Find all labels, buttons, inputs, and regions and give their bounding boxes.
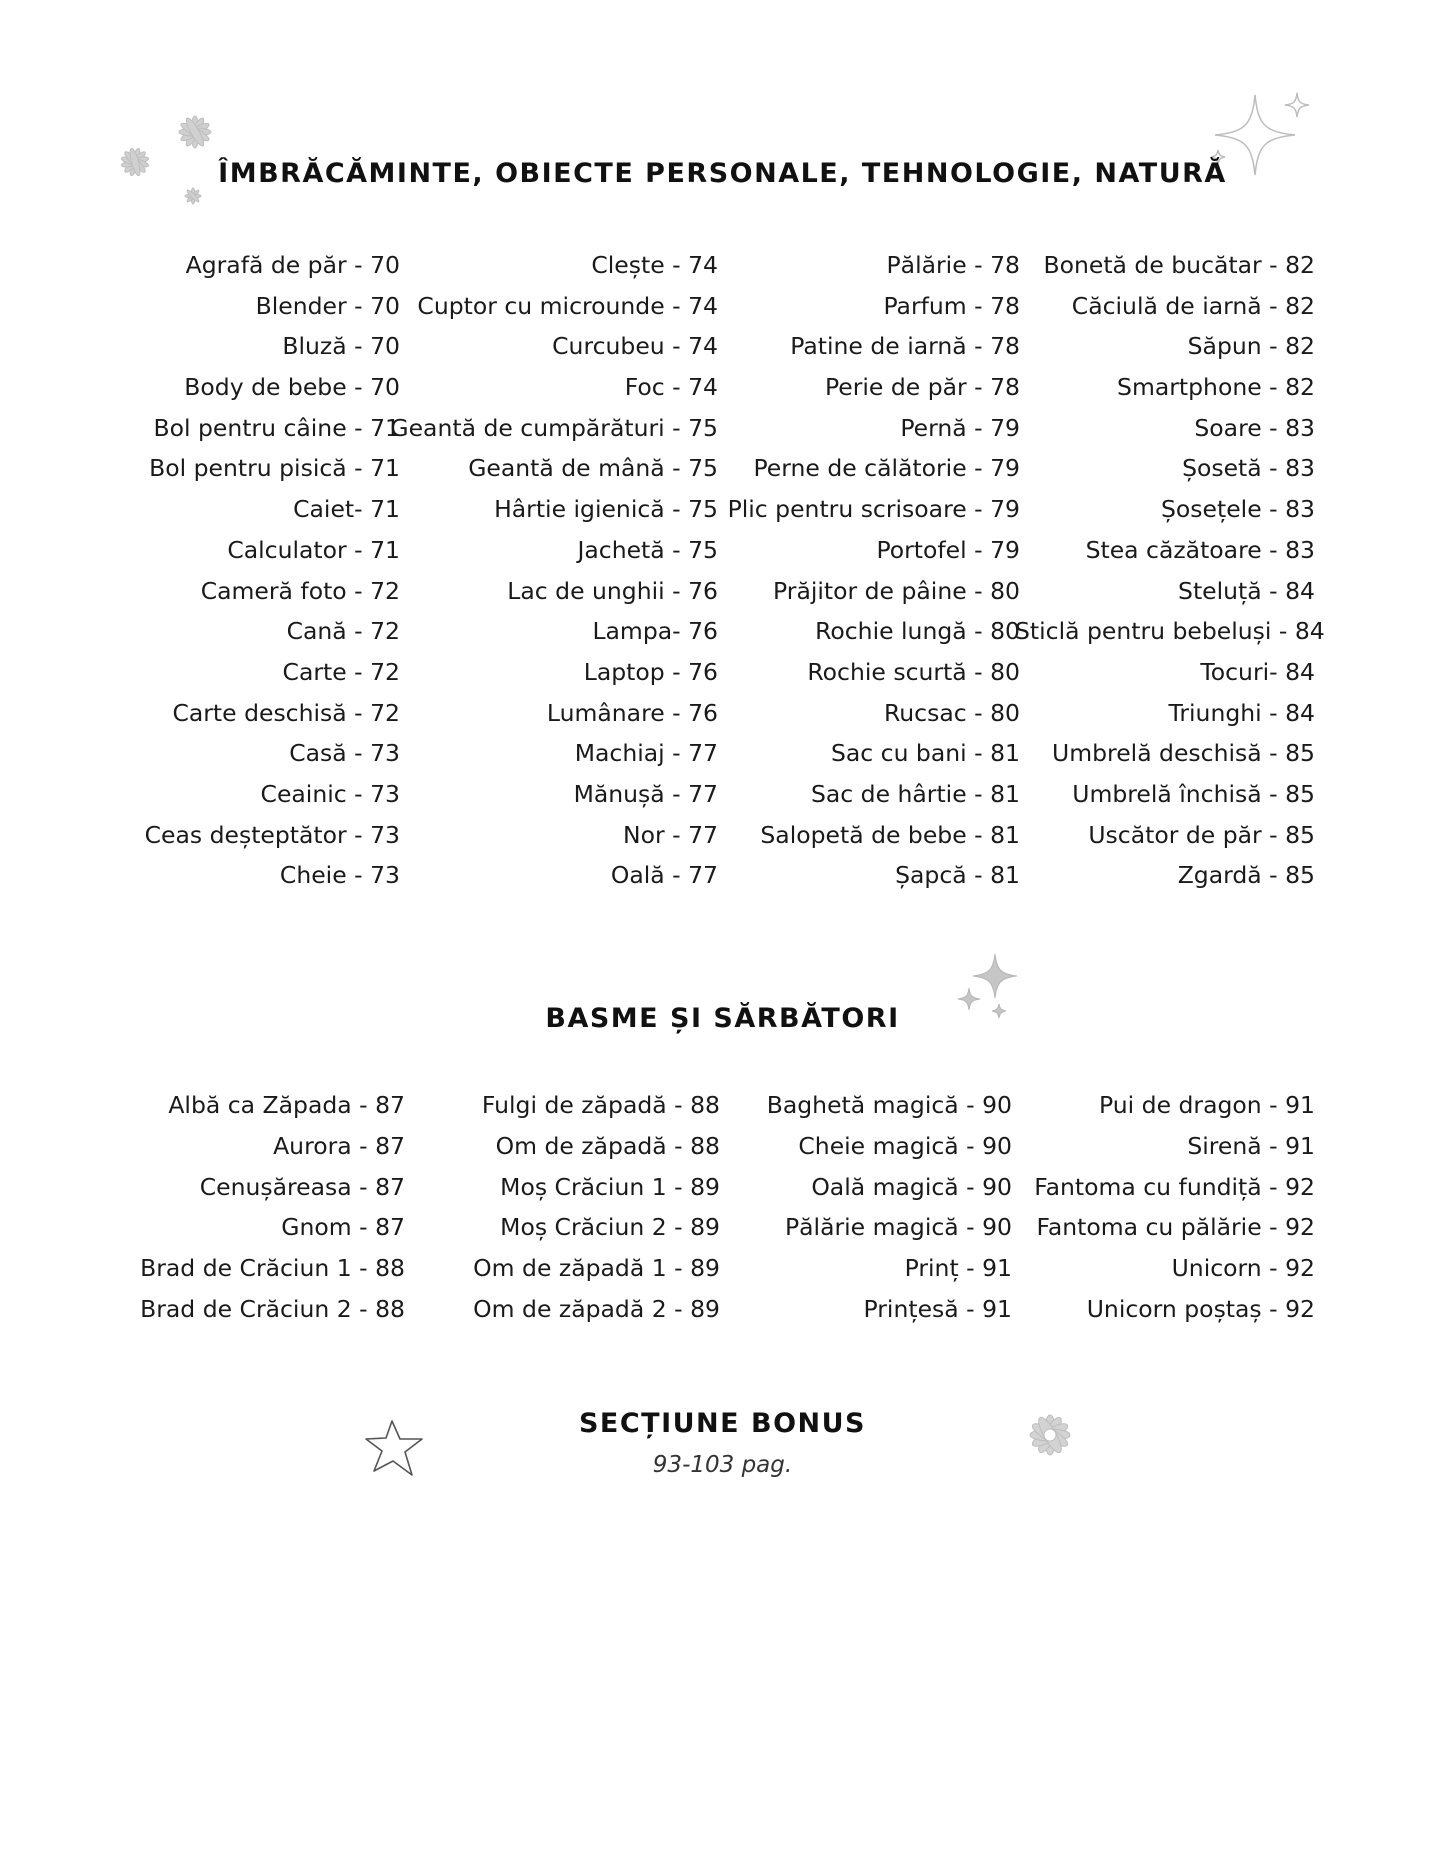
index-entry: Perne de călătorie - 79 [753,454,1020,483]
index-entry: Body de bebe - 70 [184,373,400,402]
index-entry: Șosetă - 83 [1182,454,1315,483]
index-entry: Ceas deșteptător - 73 [144,820,400,849]
section-title-bonus: SECȚIUNE BONUS [578,1408,867,1439]
index-entry: Cană - 72 [286,617,400,646]
index-entry: Oală magică - 90 [811,1172,1012,1201]
index-entry: Lampa- 76 [592,617,718,646]
section-title-fairytales-holidays: BASME ȘI SĂRBĂTORI [545,1003,900,1034]
index-entry: Prăjitor de pâine - 80 [773,576,1020,605]
index-entry: Cenușăreasa - 87 [199,1172,405,1201]
index-column [712,1085,1012,1330]
index-column [388,245,718,896]
index-entry: Căciulă de iarnă - 82 [1071,291,1315,320]
index-entry: Fantoma cu pălărie - 92 [1036,1213,1315,1242]
index-entry: Parfum - 78 [883,291,1020,320]
index-entry: Om de zăpadă 1 - 89 [473,1254,720,1283]
index-column [720,245,1020,896]
index-entry: Bol pentru câine - 71 [153,413,400,442]
index-entry: Pălărie - 78 [886,251,1020,279]
index-entry: Bonetă de bucătar - 82 [1043,251,1315,279]
index-entry: Calculator - 71 [227,535,400,564]
index-entry: Brad de Crăciun 2 - 88 [140,1294,405,1323]
index-entry: Perie de păr - 78 [824,373,1020,402]
index-entry: Plic pentru scrisoare - 79 [727,495,1020,524]
index-column [1015,1085,1315,1330]
index-entry: Clește - 74 [591,251,718,279]
index-entry: Albă ca Zăpada - 87 [168,1091,405,1119]
index-entry: Laptop - 76 [583,657,718,686]
index-entry: Curcubeu - 74 [552,332,718,361]
index-column [70,245,400,896]
index-entry: Salopetă de bebe - 81 [760,820,1020,849]
index-entry: Tocuri- 84 [1200,657,1315,686]
index-entry: Lac de unghii - 76 [507,576,718,605]
index-entry: Săpun - 82 [1187,332,1315,361]
index-entry: Sticlă pentru bebeluși - 84 [1015,617,1325,646]
index-entry: Baghetă magică - 90 [766,1091,1012,1119]
index-entry: Pui de dragon - 91 [1099,1091,1315,1119]
index-entry: Ceainic - 73 [260,779,400,808]
index-entry: Geantă de cumpărături - 75 [390,413,718,442]
index-entry: Brad de Crăciun 1 - 88 [140,1254,405,1283]
index-entry: Soare - 83 [1194,413,1315,442]
index-entry: Cuptor cu microunde - 74 [417,291,718,320]
index-entry: Umbrelă deschisă - 85 [1052,739,1315,768]
index-entry: Carte - 72 [282,657,400,686]
index-entry: Blender - 70 [255,291,400,320]
index-entry: Smartphone - 82 [1117,373,1315,402]
index-entry: Mănușă - 77 [573,779,718,808]
index-entry: Sirenă - 91 [1187,1131,1315,1160]
index-entry: Carte deschisă - 72 [172,698,400,727]
index-entry: Rucsac - 80 [884,698,1020,727]
index-entry: Gnom - 87 [281,1213,405,1242]
index-entry: Moș Crăciun 1 - 89 [500,1172,720,1201]
section-title-clothing-objects: ÎMBRĂCĂMINTE, OBIECTE PERSONALE, TEHNOLOGIE, NATURĂ [218,158,1227,189]
index-entry: Geantă de mână - 75 [468,454,718,483]
index-entry: Oală - 77 [610,861,718,890]
index-entry: Caiet- 71 [293,495,400,524]
index-entry: Prințesă - 91 [863,1294,1012,1323]
index-entry: Aurora - 87 [273,1131,405,1160]
flower-cluster-icon [105,100,235,210]
index-entry: Cheie - 73 [279,861,400,890]
index-entry: Fantoma cu fundiță - 92 [1034,1172,1315,1201]
index-entry: Unicorn poștaș - 92 [1086,1294,1315,1323]
index-entry: Nor - 77 [623,820,718,849]
index-entry: Cameră foto - 72 [200,576,400,605]
index-entry: Bluză - 70 [282,332,400,361]
index-entry: Sac cu bani - 81 [830,739,1020,768]
index-entry: Șapcă - 81 [895,861,1020,890]
index-entry: Steluță - 84 [1178,576,1315,605]
index-entry: Rochie scurtă - 80 [807,657,1020,686]
index-entry: Moș Crăciun 2 - 89 [500,1213,720,1242]
index-entry: Cheie magică - 90 [798,1131,1012,1160]
index-column [390,1085,720,1330]
index-entry: Patine de iarnă - 78 [790,332,1020,361]
index-entry: Uscător de păr - 85 [1088,820,1315,849]
index-entry: Umbrelă închisă - 85 [1072,779,1315,808]
index-entry: Șosețele - 83 [1161,495,1315,524]
index-entry: Machiaj - 77 [574,739,718,768]
index-entry: Pălărie magică - 90 [784,1213,1012,1242]
index-entry: Bol pentru pisică - 71 [149,454,400,483]
index-entry: Om de zăpadă 2 - 89 [473,1294,720,1323]
index-entry: Portofel - 79 [876,535,1020,564]
index-entry: Triunghi - 84 [1168,698,1315,727]
index-entry: Foc - 74 [624,373,718,402]
index-entry: Hârtie igienică - 75 [494,495,718,524]
index-entry: Rochie lungă - 80 [815,617,1020,646]
index-entry: Zgardă - 85 [1177,861,1315,890]
index-column [75,1085,405,1330]
bonus-pages: 93-103 pag. [652,1452,793,1478]
index-entry: Casă - 73 [289,739,400,768]
index-entry: Lumânare - 76 [546,698,718,727]
index-entry: Stea căzătoare - 83 [1085,535,1315,564]
index-entry: Sac de hârtie - 81 [810,779,1020,808]
index-entry: Pernă - 79 [900,413,1020,442]
index-entry: Prinț - 91 [904,1254,1012,1283]
index-entry: Unicorn - 92 [1171,1254,1315,1283]
index-column [1015,245,1325,896]
index-entry: Jachetă - 75 [577,535,718,564]
index-entry: Om de zăpadă - 88 [495,1131,720,1160]
index-entry: Fulgi de zăpadă - 88 [481,1091,720,1119]
index-entry: Agrafă de păr - 70 [185,251,400,279]
